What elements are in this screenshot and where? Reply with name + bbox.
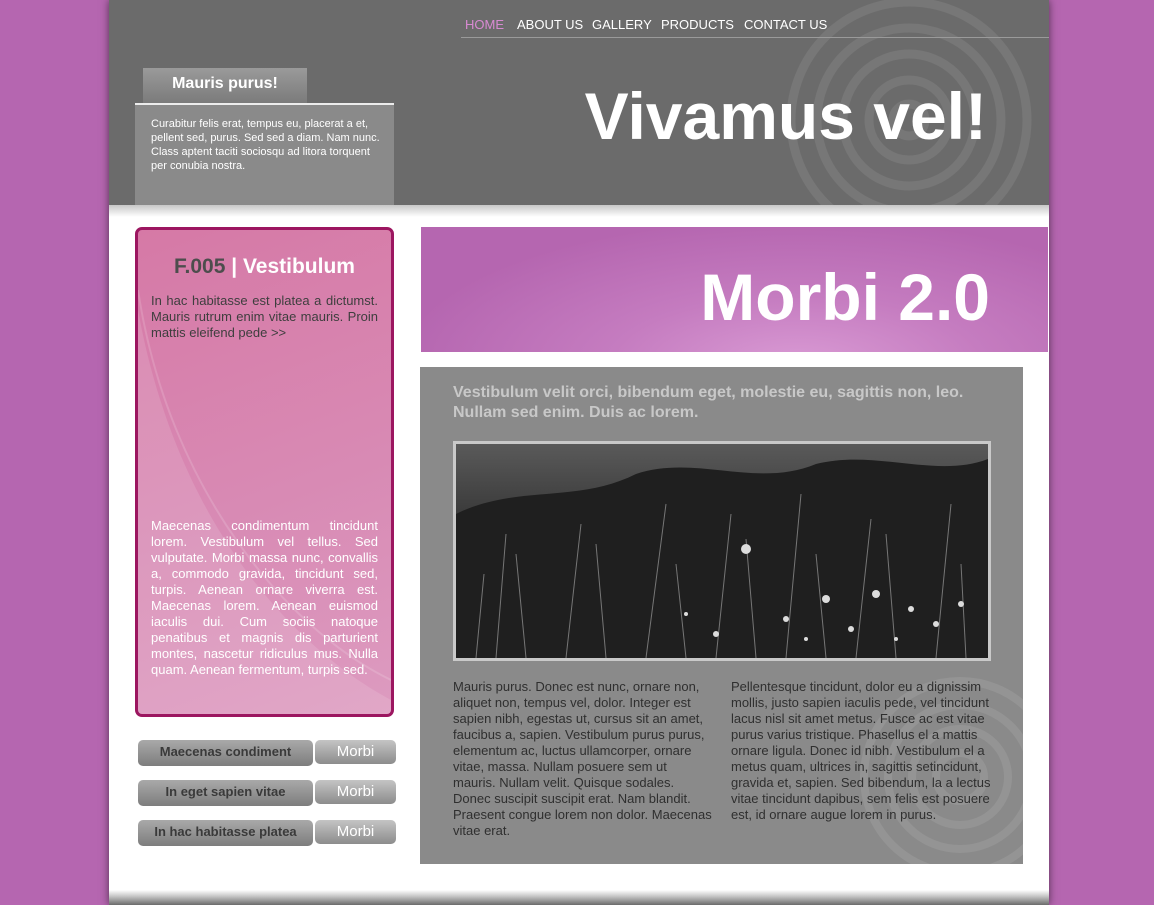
header-shadow (109, 205, 1049, 217)
feature-code: F.005 (174, 255, 226, 278)
site-title: Vivamus vel! (584, 79, 987, 153)
content-panel (420, 367, 1023, 864)
panel-lead: Vestibulum velit orci, bibendum eget, molestie eu, sagittis non, leo. Nullam sed enim. Duis ac lorem. (453, 384, 964, 421)
body-column-left: Mauris purus. Donec est nunc, ornare non, aliquet non, tempus vel, dolor. Integer est sapien nibh, egestas ut, cursus sit an amet, faucibus a, sapien. Vestibulum purus purus, elementum ac, luctus ullamcorper, ornare vitae, massa. Nullam posuere sem ut mauris. Nullam velit. Quisque sodales. Donec suscipit suscipit erat. Nam blandit. Praesent congue lorem non dolor. Maecenas vitae erat. (453, 679, 712, 838)
nav-home[interactable]: HOME (465, 17, 504, 32)
promo-tab: Mauris purus! (143, 68, 307, 104)
hero-banner (421, 227, 1048, 352)
list-item (138, 780, 396, 806)
banner-title: Morbi 2.0 (700, 260, 990, 334)
nav-gallery[interactable]: GALLERY (592, 17, 652, 32)
promo-text: Curabitur felis erat, tempus eu, placerat a et, pellent sed, purus. Sed sed a diam. Nam nunc. Class aptent taciti sociosqu ad litora torquent per conubia nostra. (151, 118, 380, 172)
row-label: Maecenas condiment (138, 740, 313, 766)
morbi-button[interactable]: Morbi (315, 820, 396, 844)
row-label: In hac habitasse platea (138, 820, 313, 846)
row-label: In eget sapien vitae (138, 780, 313, 806)
list-item (138, 740, 396, 766)
feature-body: Maecenas condimentum tincidunt lorem. Vestibulum vel tellus. Sed vulputate. Morbi massa nunc, convallis a, commodo gravida, tincidunt sed, turpis. Aenean ornare viverra est. Maecenas lorem. Aenean euismod iaculis dui. Cum sociis natoque penatibus et magnis dis parturient montes, nascetur ridiculus mus. Nulla quam. Aenean fermentum, turpis sed. (151, 518, 378, 677)
nav-about-us[interactable]: ABOUT US (517, 17, 584, 32)
footer-bar (109, 890, 1049, 905)
feature-box (135, 227, 394, 717)
feature-title (138, 255, 391, 279)
nav-products[interactable]: PRODUCTS (661, 17, 734, 32)
promo-box (135, 105, 394, 205)
page-container (109, 0, 1049, 905)
morbi-button[interactable]: Morbi (315, 740, 396, 764)
body-column-right: Pellentesque tincidunt, dolor eu a dignissim mollis, justo sapien iaculis pede, vel tincidunt lacus nisl sit amet metus. Fusce ac est vitae purus varius tristique. Phasellus el a mattis ornare ligula. Donec id nibh. Vestibulum el a metus quam, ultrices in, sagittis setincidunt, gravida et, sapien. Sed bibendum, la a lectus vitae tincidunt dapibus, sem felis est posuere est, id ornare augue lorem in purus. (731, 679, 991, 822)
feature-title-sep: | (225, 255, 243, 278)
feature-title-text: Vestibulum (242, 255, 355, 278)
list-item (138, 820, 396, 846)
morbi-button[interactable]: Morbi (315, 780, 396, 804)
feature-intro[interactable]: In hac habitasse est platea a dictumst. Mauris rutrum enim vitae mauris. Proin mattis eleifend pede >> (151, 293, 378, 340)
meadow-photo (453, 441, 991, 661)
nav-contact-us[interactable]: CONTACT US (744, 17, 828, 32)
site-header (109, 0, 1049, 205)
main-nav (461, 0, 1049, 38)
